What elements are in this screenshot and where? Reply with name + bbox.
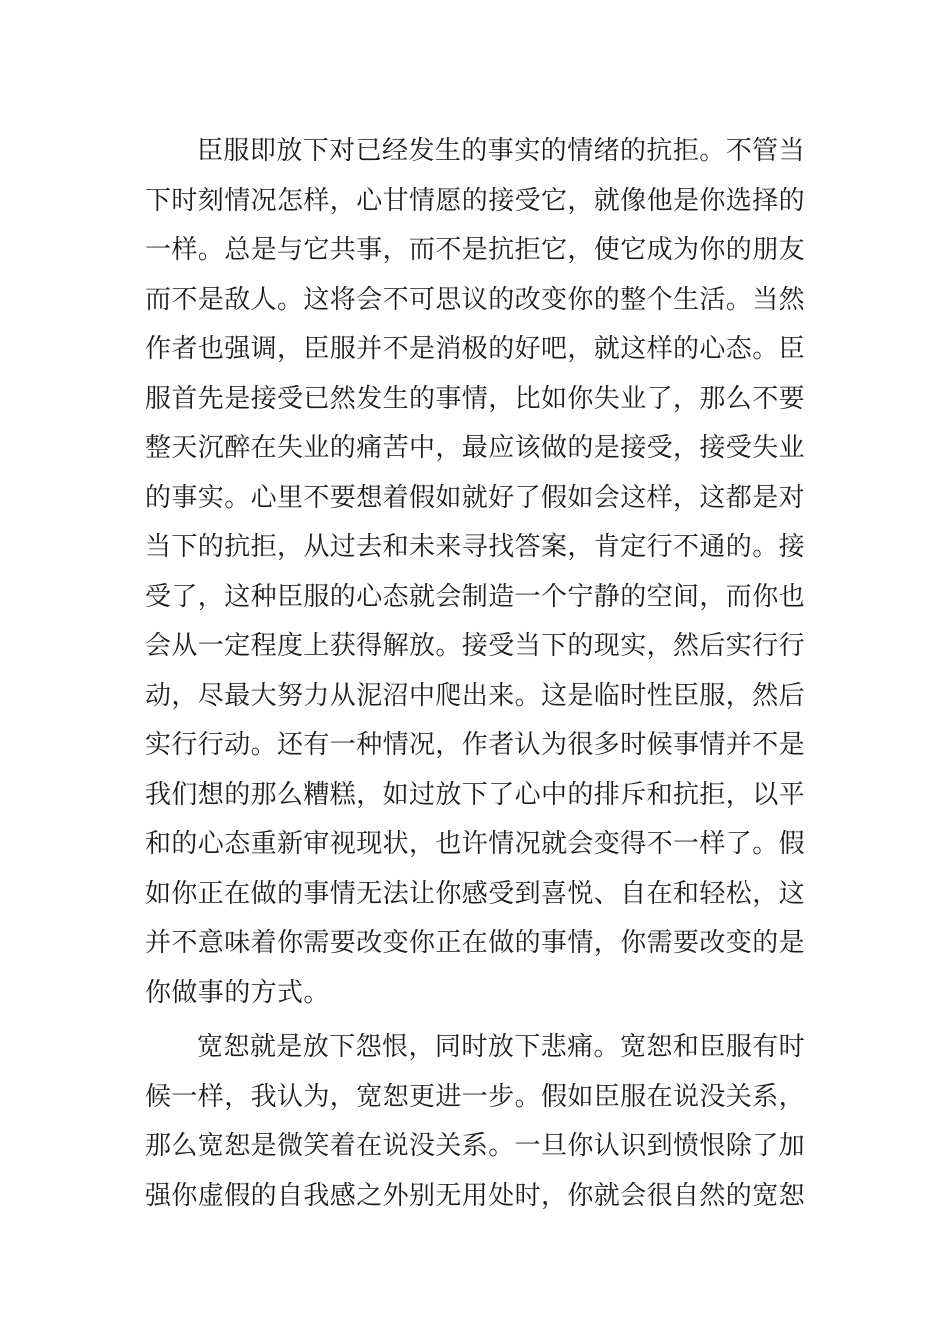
paragraph-line: 当下的抗拒，从过去和未来寻找答案，肯定行不通的。接 bbox=[145, 532, 806, 562]
paragraph-line: 下时刻情况怎样，心甘情愿的接受它，就像他是你选择的 bbox=[145, 185, 806, 216]
paragraph-line: 强你虚假的自我感之外别无用处时，你就会很自然的宽恕 bbox=[145, 1180, 806, 1211]
paragraph-line: 实行行动。还有一种情况，作者认为很多时候事情并不是 bbox=[145, 730, 806, 760]
paragraph-line: 作者也强调，臣服并不是消极的好吧，就这样的心态。臣 bbox=[145, 334, 806, 364]
paragraph-line: 会从一定程度上获得解放。接受当下的现实，然后实行行 bbox=[145, 631, 806, 661]
paragraph-line: 那么宽恕是微笑着在说没关系。一旦你认识到愤恨除了加 bbox=[145, 1131, 806, 1161]
paragraph-line: 你做事的方式。 bbox=[145, 977, 330, 1008]
paragraph-line: 我们想的那么糟糕，如过放下了心中的排斥和抗拒，以平 bbox=[145, 779, 806, 810]
paragraph-surrender bbox=[145, 127, 805, 1018]
paragraph-line: 一样。总是与它共事，而不是抗拒它，使它成为你的朋友 bbox=[145, 235, 806, 265]
paragraph-line: 服首先是接受已然发生的事情，比如你失业了，那么不要 bbox=[145, 383, 806, 414]
paragraph-line: 如你正在做的事情无法让你感受到喜悦、自在和轻松，这 bbox=[145, 878, 806, 909]
paragraph-line: 受了，这种臣服的心态就会制造一个宁静的空间，而你也 bbox=[145, 581, 806, 612]
paragraph-line: 和的心态重新审视现状，也许情况就会变得不一样了。假 bbox=[145, 829, 806, 859]
paragraph-line: 整天沉醉在失业的痛苦中，最应该做的是接受，接受失业 bbox=[145, 433, 806, 463]
paragraph-forgiveness bbox=[145, 1023, 805, 1221]
paragraph-line: 臣服即放下对已经发生的事实的情绪的抗拒。不管当 bbox=[197, 136, 805, 166]
paragraph-line: 并不意味着你需要改变你正在做的事情，你需要改变的是 bbox=[145, 928, 806, 958]
paragraph-line: 而不是敌人。这将会不可思议的改变你的整个生活。当然 bbox=[145, 284, 806, 315]
paragraph-line: 候一样，我认为，宽恕更进一步。假如臣服在说没关系， bbox=[145, 1081, 806, 1112]
paragraph-line: 动，尽最大努力从泥沼中爬出来。这是临时性臣服，然后 bbox=[145, 680, 806, 711]
paragraph-line: 的事实。心里不要想着假如就好了假如会这样，这都是对 bbox=[145, 482, 806, 513]
paragraph-line: 宽恕就是放下怨恨，同时放下悲痛。宽恕和臣服有时 bbox=[197, 1032, 805, 1062]
